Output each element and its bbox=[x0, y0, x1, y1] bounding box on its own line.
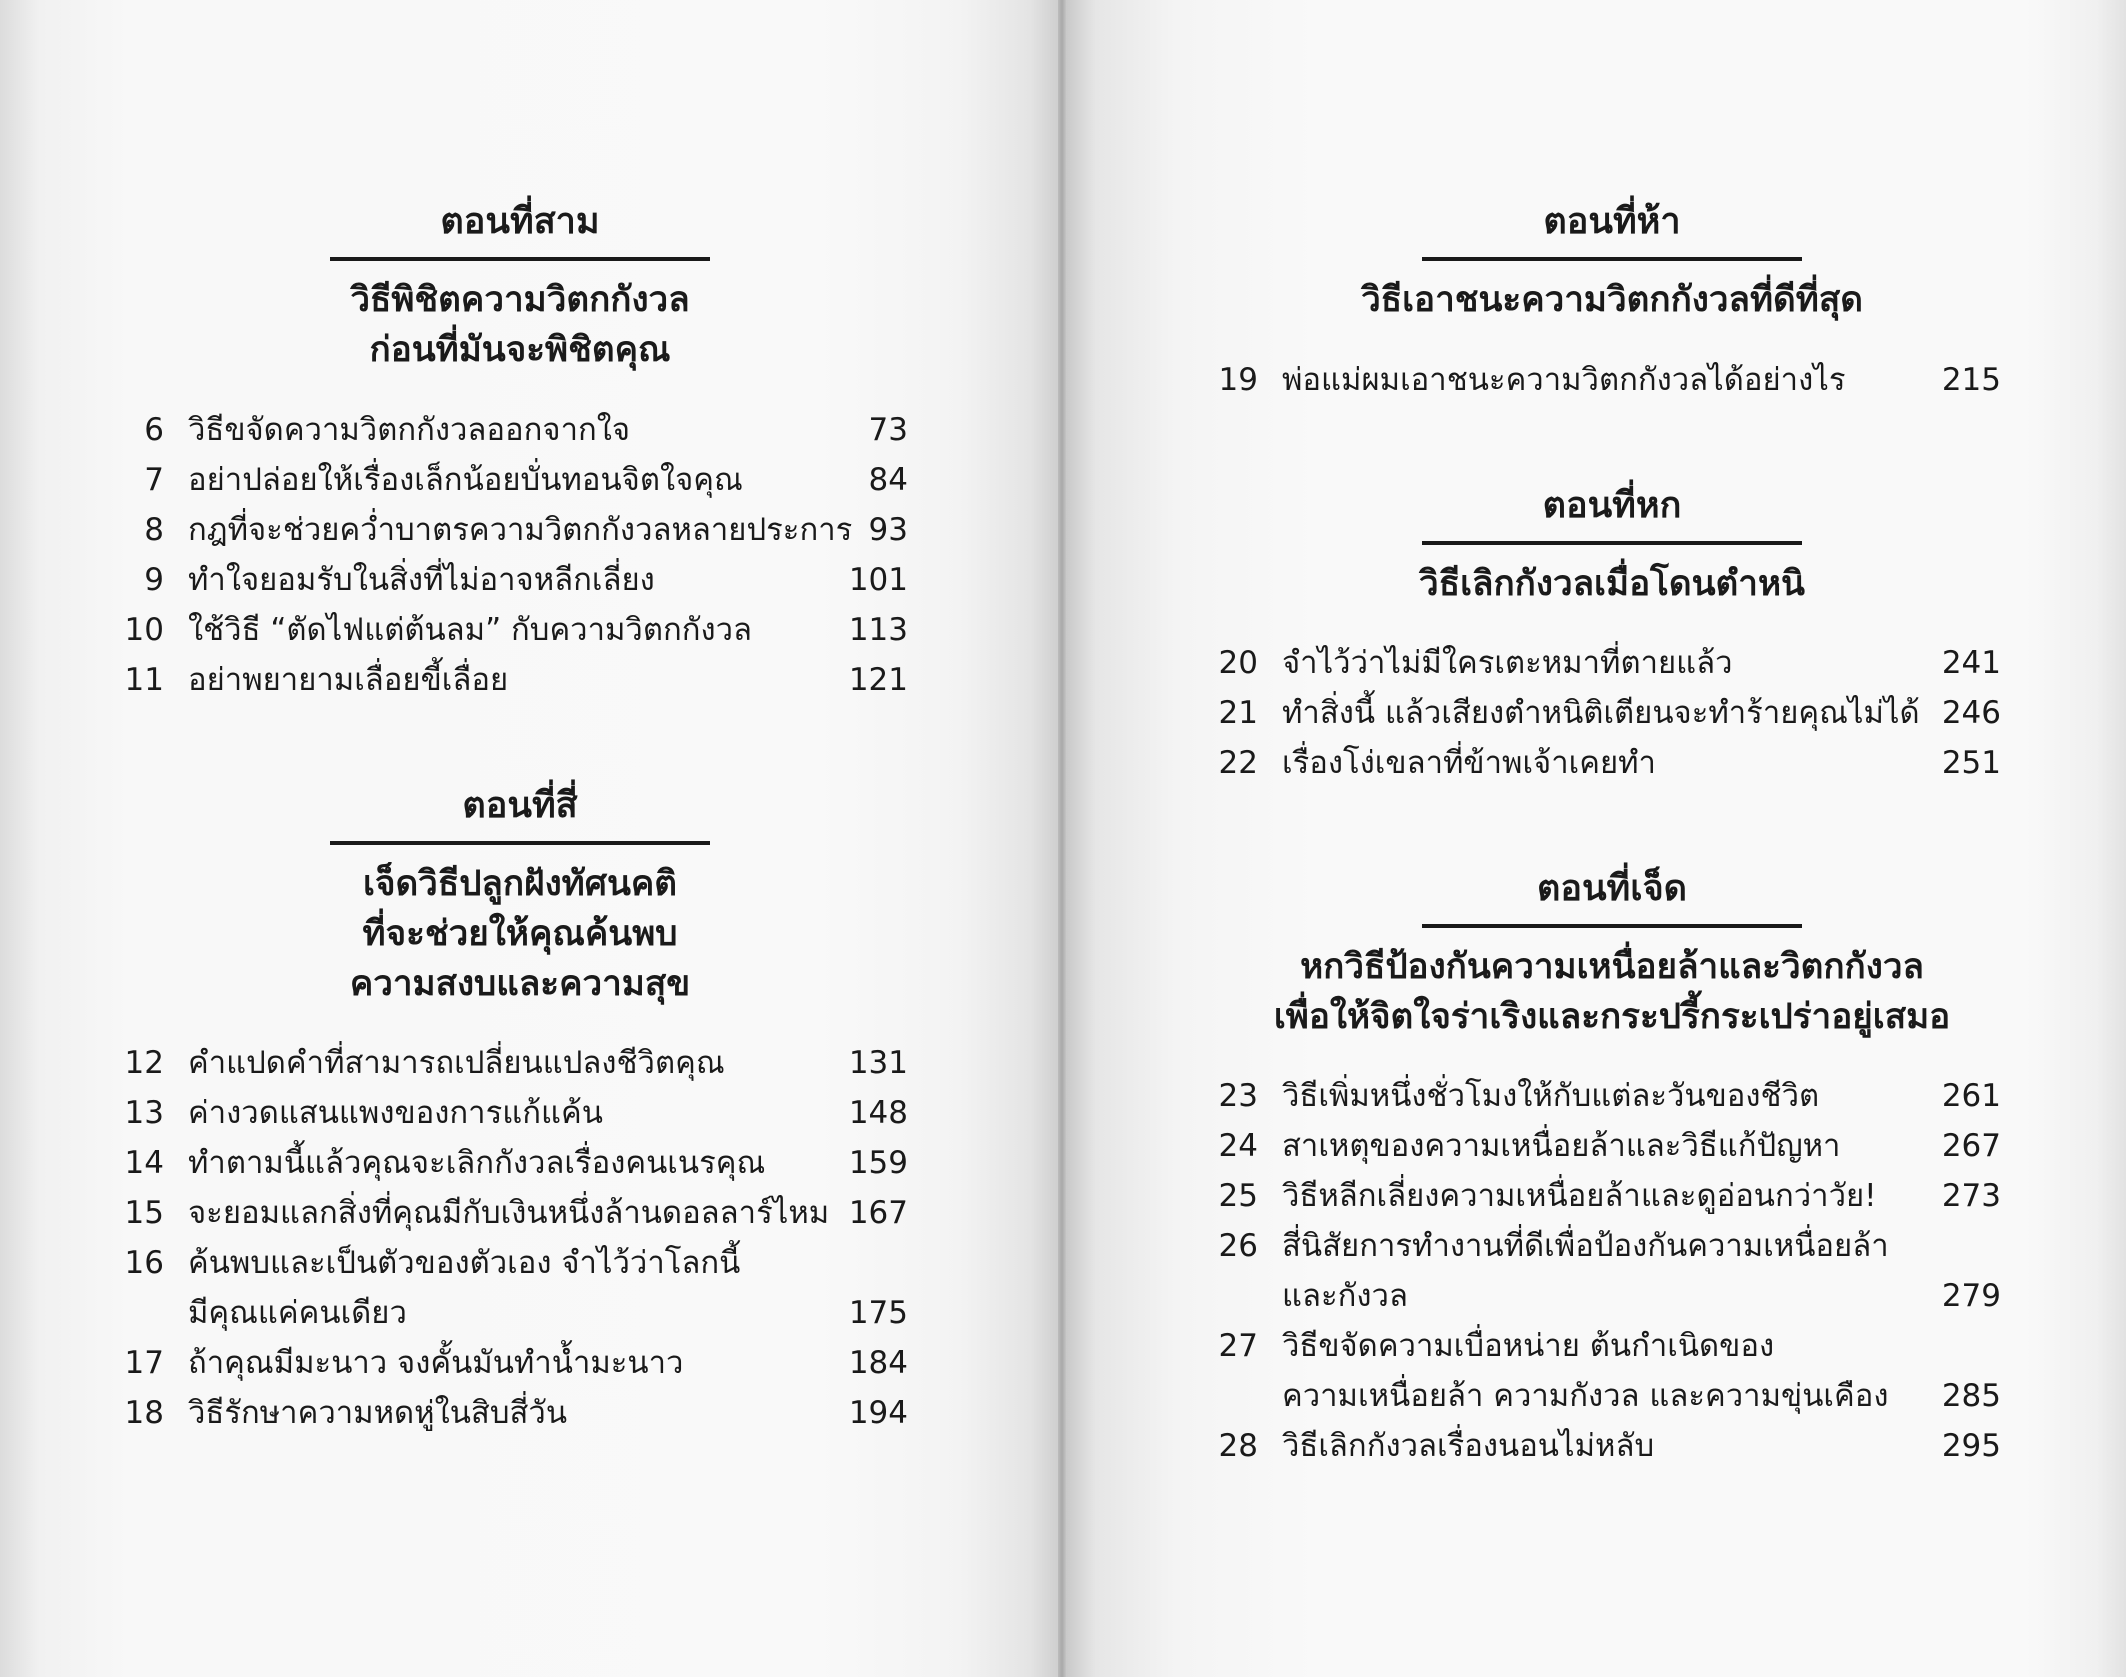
page-number: 93 bbox=[868, 512, 908, 548]
part-title-line: วิธีเลิกกังวลเมื่อโดนตำหนิ bbox=[1419, 564, 1805, 604]
toc-entry[interactable] bbox=[0, 655, 908, 705]
page-number: 73 bbox=[868, 412, 908, 448]
toc-entry[interactable] bbox=[1066, 1421, 2001, 1471]
toc-entry[interactable] bbox=[1066, 688, 2001, 738]
page-number: 84 bbox=[868, 462, 908, 498]
toc-entry[interactable] bbox=[0, 1188, 908, 1238]
part-header bbox=[1212, 864, 2012, 1042]
part-title-line: หกวิธีป้องกันความเหนื่อยล้าและวิตกกังวล bbox=[1300, 947, 1924, 987]
toc-entry[interactable] bbox=[0, 405, 908, 455]
page-number: 121 bbox=[848, 662, 908, 698]
chapter-title: ถ้าคุณมีมะนาว จงคั้นมันทำน้ำมะนาว bbox=[188, 1345, 684, 1381]
page-number: 159 bbox=[848, 1145, 908, 1181]
left-page bbox=[0, 0, 1058, 1677]
part-title-line: ความสงบและความสุข bbox=[349, 964, 691, 1004]
part-divider bbox=[1422, 924, 1802, 928]
page-number: 285 bbox=[1941, 1378, 2001, 1414]
page-number: 148 bbox=[848, 1095, 908, 1131]
toc-entry[interactable] bbox=[1066, 738, 2001, 788]
page-number: 113 bbox=[848, 612, 908, 648]
chapter-title: ค้นพบและเป็นตัวของตัวเอง จำไว้ว่าโลกนี้ bbox=[188, 1245, 741, 1281]
part-title-line: เพื่อให้จิตใจร่าเริงและกระปรี้กระเปร่าอยู่เสมอ bbox=[1273, 997, 1951, 1037]
page-number: 194 bbox=[848, 1395, 908, 1431]
part-title bbox=[120, 859, 920, 1009]
chapter-number: 18 bbox=[124, 1395, 164, 1431]
page-number: 131 bbox=[848, 1045, 908, 1081]
chapter-title: ใช้วิธี “ตัดไฟแต่ต้นลม” กับความวิตกกังวล bbox=[188, 612, 753, 648]
part-label: ตอนที่เจ็ด bbox=[1536, 868, 1688, 909]
chapter-title: คำแปดคำที่สามารถเปลี่ยนแปลงชีวิตคุณ bbox=[188, 1045, 725, 1081]
part-title-line: ก่อนที่มันจะพิชิตคุณ bbox=[369, 330, 671, 370]
chapter-number: 7 bbox=[144, 462, 164, 498]
part-title-line: วิธีพิชิตความวิตกกังวล bbox=[350, 280, 690, 320]
chapter-number: 19 bbox=[1218, 362, 1258, 398]
chapter-number: 24 bbox=[1218, 1128, 1258, 1164]
toc-entry[interactable] bbox=[0, 1038, 908, 1088]
part-label: ตอนที่ห้า bbox=[1543, 201, 1681, 242]
chapter-number: 13 bbox=[124, 1095, 164, 1131]
page-number: 279 bbox=[1941, 1278, 2001, 1314]
toc-entry[interactable] bbox=[0, 555, 908, 605]
chapter-number: 9 bbox=[144, 562, 164, 598]
chapter-number: 21 bbox=[1218, 695, 1258, 731]
toc-entry[interactable] bbox=[1066, 1171, 2001, 1221]
toc-entry[interactable] bbox=[1066, 1221, 2001, 1321]
part-title-line: ที่จะช่วยให้คุณค้นพบ bbox=[362, 914, 678, 954]
toc-entry[interactable] bbox=[1066, 1071, 2001, 1121]
chapter-title: อย่าปล่อยให้เรื่องเล็กน้อยบั่นทอนจิตใจคุณ bbox=[188, 462, 743, 498]
chapter-title: อย่าพยายามเลื่อยขี้เลื่อย bbox=[188, 662, 509, 698]
chapter-number: 28 bbox=[1218, 1428, 1258, 1464]
chapter-number: 22 bbox=[1218, 745, 1258, 781]
chapter-title: ค่างวดแสนแพงของการแก้แค้น bbox=[188, 1095, 603, 1131]
chapter-number: 25 bbox=[1218, 1178, 1258, 1214]
toc-entry[interactable] bbox=[1066, 1121, 2001, 1171]
toc-entry[interactable] bbox=[1066, 1321, 2001, 1421]
chapter-title: พ่อแม่ผมเอาชนะความวิตกกังวลได้อย่างไร bbox=[1282, 362, 1846, 398]
chapter-title: จะยอมแลกสิ่งที่คุณมีกับเงินหนึ่งล้านดอลลาร์ไหม bbox=[188, 1195, 830, 1231]
part-header bbox=[120, 197, 920, 375]
toc-entry[interactable] bbox=[0, 455, 908, 505]
chapter-title: มีคุณแค่คนเดียว bbox=[188, 1295, 407, 1331]
part-header bbox=[1212, 481, 2012, 609]
chapter-title: วิธีขจัดความวิตกกังวลออกจากใจ bbox=[188, 412, 631, 448]
page-number: 175 bbox=[848, 1295, 908, 1331]
chapter-title: วิธีเลิกกังวลเรื่องนอนไม่หลับ bbox=[1282, 1428, 1655, 1464]
chapter-number: 6 bbox=[144, 412, 164, 448]
part-title bbox=[1212, 275, 2012, 325]
chapter-title: วิธีรักษาความหดหู่ในสิบสี่วัน bbox=[188, 1395, 568, 1431]
chapter-title: ทำสิ่งนี้ แล้วเสียงตำหนิติเตียนจะทำร้ายคุณไม่ได้ bbox=[1282, 695, 1920, 731]
toc-entry[interactable] bbox=[0, 505, 908, 555]
toc-entry[interactable] bbox=[0, 1388, 908, 1438]
page-number: 295 bbox=[1941, 1428, 2001, 1464]
part-label: ตอนที่สาม bbox=[440, 201, 600, 242]
right-page bbox=[1066, 0, 2126, 1677]
page-number: 215 bbox=[1941, 362, 2001, 398]
chapter-title: ทำตามนี้แล้วคุณจะเลิกกังวลเรื่องคนเนรคุณ bbox=[188, 1145, 766, 1181]
chapter-number: 20 bbox=[1218, 645, 1258, 681]
chapter-number: 11 bbox=[124, 662, 164, 698]
toc-entry[interactable] bbox=[0, 1338, 908, 1388]
chapter-number: 10 bbox=[124, 612, 164, 648]
toc-entry[interactable] bbox=[0, 605, 908, 655]
chapter-title: สี่นิสัยการทำงานที่ดีเพื่อป้องกันความเหนื่อยล้า bbox=[1282, 1228, 1889, 1264]
part-title bbox=[1212, 942, 2012, 1042]
chapter-number: 8 bbox=[144, 512, 164, 548]
part-title bbox=[1212, 559, 2012, 609]
part-label: ตอนที่สี่ bbox=[462, 785, 578, 826]
chapter-title: วิธีขจัดความเบื่อหน่าย ต้นกำเนิดของ bbox=[1282, 1328, 1775, 1364]
chapter-title: และกังวล bbox=[1282, 1278, 1408, 1314]
toc-entry[interactable] bbox=[1066, 638, 2001, 688]
chapter-number: 15 bbox=[124, 1195, 164, 1231]
chapter-number: 27 bbox=[1218, 1328, 1258, 1364]
page-number: 273 bbox=[1941, 1178, 2001, 1214]
chapter-number: 26 bbox=[1218, 1228, 1258, 1264]
page-number: 101 bbox=[848, 562, 908, 598]
chapter-number: 14 bbox=[124, 1145, 164, 1181]
page-number: 241 bbox=[1941, 645, 2001, 681]
chapter-number: 23 bbox=[1218, 1078, 1258, 1114]
page-number: 261 bbox=[1941, 1078, 2001, 1114]
part-divider bbox=[1422, 541, 1802, 545]
part-label: ตอนที่หก bbox=[1542, 485, 1682, 526]
page-number: 167 bbox=[848, 1195, 908, 1231]
chapter-title: ความเหนื่อยล้า ความกังวล และความขุ่นเคือง bbox=[1282, 1378, 1889, 1414]
page-number: 184 bbox=[848, 1345, 908, 1381]
chapter-number: 12 bbox=[124, 1045, 164, 1081]
part-title bbox=[120, 275, 920, 375]
part-divider bbox=[1422, 257, 1802, 261]
part-header bbox=[1212, 197, 2012, 325]
part-title-line: เจ็ดวิธีปลูกฝังทัศนคติ bbox=[362, 864, 678, 904]
page-number: 267 bbox=[1941, 1128, 2001, 1164]
part-divider bbox=[330, 257, 710, 261]
book-gutter bbox=[1058, 0, 1066, 1677]
chapter-title: จำไว้ว่าไม่มีใครเตะหมาที่ตายแล้ว bbox=[1282, 645, 1733, 681]
toc-entry[interactable] bbox=[1066, 355, 2001, 405]
part-header bbox=[120, 781, 920, 1009]
part-title-line: วิธีเอาชนะความวิตกกังวลที่ดีที่สุด bbox=[1361, 280, 1863, 320]
page-number: 251 bbox=[1941, 745, 2001, 781]
toc-entry[interactable] bbox=[0, 1238, 908, 1338]
chapter-title: ทำใจยอมรับในสิ่งที่ไม่อาจหลีกเลี่ยง bbox=[188, 562, 655, 598]
part-divider bbox=[330, 841, 710, 845]
chapter-title: กฎที่จะช่วยคว่ำบาตรความวิตกกังวลหลายประการ bbox=[188, 512, 853, 548]
chapter-number: 16 bbox=[124, 1245, 164, 1281]
chapter-title: วิธีหลีกเลี่ยงความเหนื่อยล้าและดูอ่อนกว่าวัย! bbox=[1282, 1178, 1877, 1214]
page-number: 246 bbox=[1941, 695, 2001, 731]
toc-entry[interactable] bbox=[0, 1088, 908, 1138]
chapter-title: วิธีเพิ่มหนึ่งชั่วโมงให้กับแต่ละวันของชีวิต bbox=[1282, 1078, 1820, 1114]
chapter-number: 17 bbox=[124, 1345, 164, 1381]
chapter-title: สาเหตุของความเหนื่อยล้าและวิธีแก้ปัญหา bbox=[1282, 1128, 1841, 1164]
toc-entry[interactable] bbox=[0, 1138, 908, 1188]
chapter-title: เรื่องโง่เขลาที่ข้าพเจ้าเคยทำ bbox=[1282, 745, 1656, 781]
